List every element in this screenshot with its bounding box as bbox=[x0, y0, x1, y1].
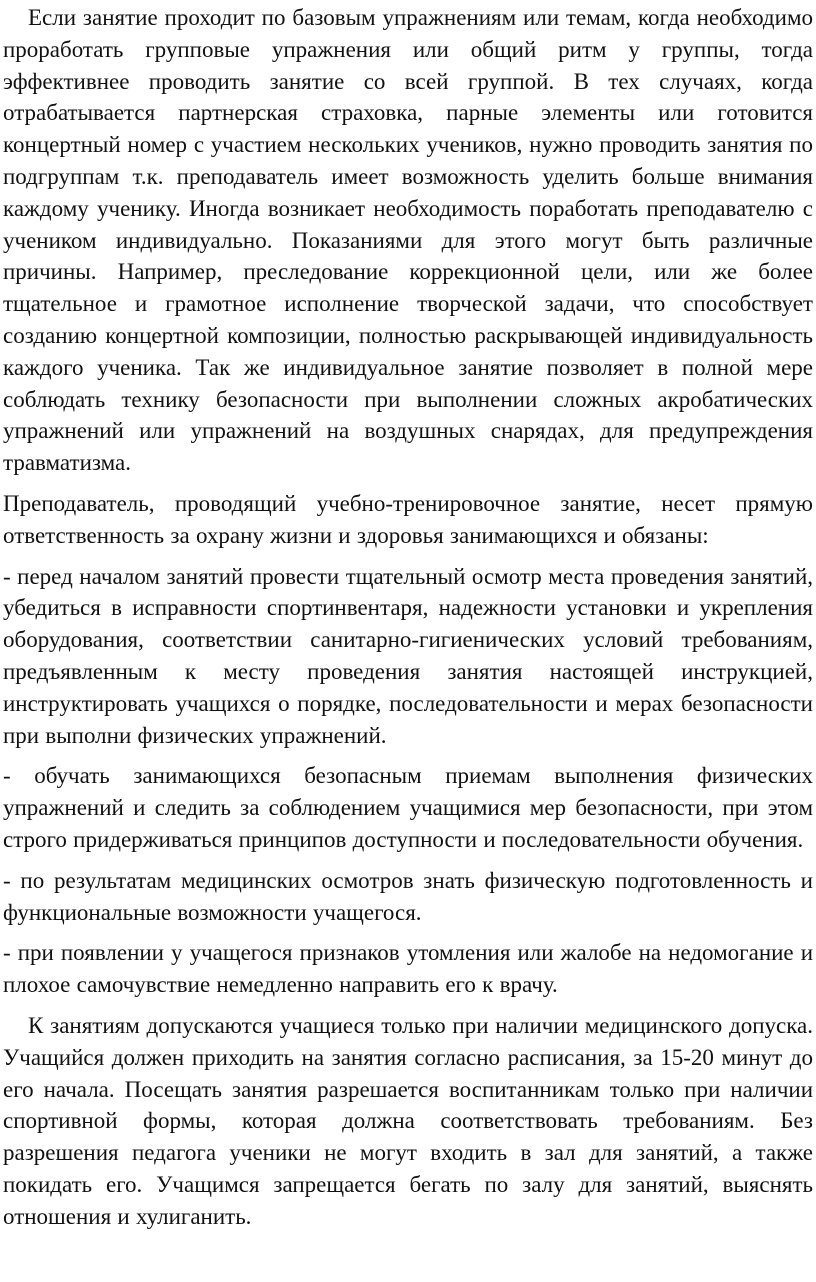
list-item-medical-results: - по результатам медицинских осмотров знать физическую подготовленность и функциональные возможности учащегося. bbox=[3, 867, 813, 925]
list-item-pre-class-inspection: - перед началом занятий провести тщательный осмотр места проведения занятий, убедиться в исправности спортинвентаря, надежности установки и укрепления оборудования, соответствии санитарно-гигиенических условий требованиям, предъявленным к месту проведения занятия настоящей инструкцией, инструктировать учащихся о порядке, последовательности и мерах безопасности при выполни физических упражнений. bbox=[3, 563, 813, 748]
paragraph-lesson-organization: Если занятие проходит по базовым упражнениям или темам, когда необходимо проработать групповые упражнения или общий ритм у группы, тогда эффективнее проводить занятие со всей группой. В тех случаях, когда отрабатывается партнерская страховка, парные элементы или готовится концертный номер с участием нескольких учеников, нужно проводить занятия по подгруппам т.к. преподаватель имеет возможность уделить больше внимания каждому ученику. Иногда возникает необходимость поработать преподавателю с учеником индивидуально. Показаниями для этого могут быть различные причины. Например, преследование коррекционной цели, или же более тщательное и грамотное исполнение творческой задачи, что способствует созданию концертной композиции, полностью раскрывающей индивидуальность каждого ученика. Так же индивидуальное занятие позволяет в полной мере соблюдать технику безопасности при выполнении сложных акробатических упражнений или упражнений на воздушных снарядах, для предупреждения травматизма. bbox=[3, 5, 813, 476]
paragraph-admission-rules: К занятиям допускаются учащиеся только при наличии медицинского допуска. Учащийся должен приходить на занятия согласно расписания, за 15-20 минут до его начала. Посещать занятия разрешается воспитанникам только при наличии спортивной формы, которая должна соответствовать требованиям. Без разрешения педагога ученики не могут входить в зал для занятий, а также покидать его. Учащимся запрещается бегать по залу для занятий, выяснять отношения и хулиганить. bbox=[3, 1012, 813, 1229]
list-item-safe-techniques: - обучать занимающихся безопасным приемам выполнения физических упражнений и следить за соблюдением учащимися мер безопасности, при этом строго придерживаться принципов доступности и последовательности обучения. bbox=[3, 763, 813, 852]
list-item-fatigue-response: - при появлении у учащегося признаков утомления или жалобе на недомогание и плохое самочувствие немедленно направить его к врачу. bbox=[3, 940, 813, 998]
paragraph-teacher-responsibility: Преподаватель, проводящий учебно-тренировочное занятие, несет прямую ответственность за охрану жизни и здоровья занимающихся и обязаны: bbox=[3, 490, 813, 548]
